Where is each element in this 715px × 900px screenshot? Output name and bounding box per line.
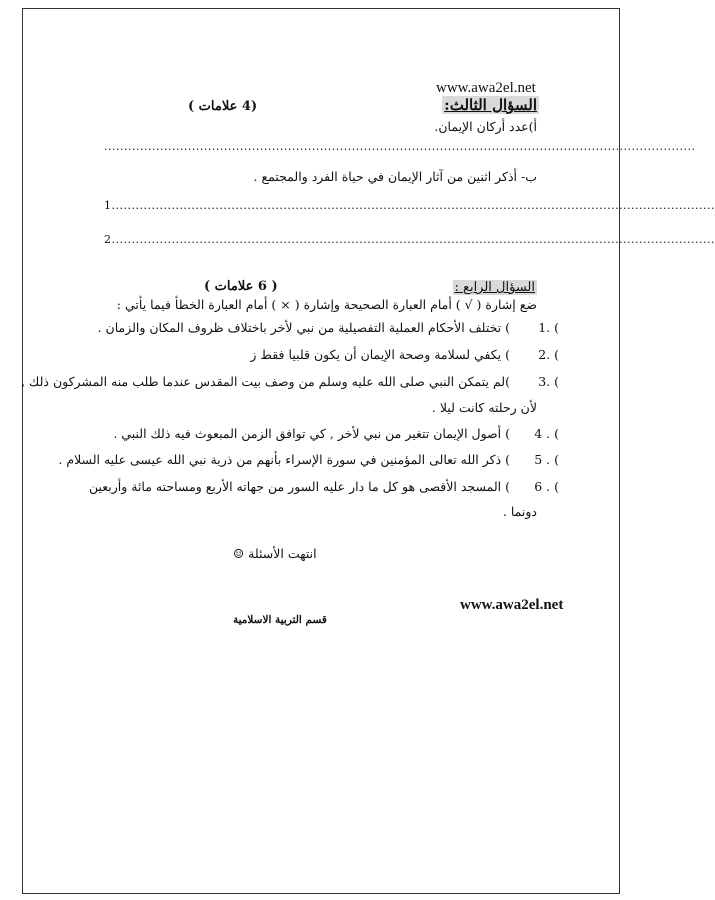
q4-marks: ( 6 علامات ) bbox=[204, 279, 278, 294]
q3-part-b: ب- أذكر اثنين من آثار الإيمان في حياة الفرد والمجتمع . bbox=[253, 169, 537, 184]
q4-item-6-text-continued: دونما . bbox=[502, 504, 537, 519]
q4-item-1-text: ) تختلف الأحكام العملية التفصيلية من نبي لأخر باختلاف ظروف المكان والزمان . bbox=[97, 320, 510, 335]
department-name: قسم التربية الاسلامية bbox=[233, 614, 327, 626]
q4-item-5-number: 5 . ( bbox=[534, 452, 559, 467]
q4-item-3-text-continued: لأن رحلته كانت ليلا . bbox=[431, 400, 537, 415]
q4-item-3-text: )لم يتمكن النبي صلى الله عليه وسلم من وصف بيت المقدس عندما طلب منه المشركون ذلك , bbox=[21, 374, 510, 389]
q4-item-4-number: 4 . ( bbox=[534, 426, 559, 441]
q4-item-2-text: ) يكفي لسلامة وصحة الإيمان أن يكون قلبيا فقط ز bbox=[250, 347, 510, 362]
q3-answer-2-line: 2....................................................................................................................................................... bbox=[104, 233, 715, 246]
q4-item-2-number: 2. ( bbox=[538, 347, 559, 362]
q3-answer-1-line: 1....................................................................................................................................................... bbox=[104, 199, 715, 212]
q3-marks: (4 علامات ) bbox=[188, 99, 258, 114]
site-url-top[interactable]: www.awa2el.net bbox=[436, 80, 536, 96]
q4-item-4-text: ) أصول الإيمان تتغير من نبي لأخر , كي توافق الزمن المبعوث فيه ذلك النبي . bbox=[113, 426, 510, 441]
q3-part-a: أ)عدد أركان الإيمان. bbox=[434, 119, 537, 134]
site-url-bottom[interactable]: www.awa2el.net bbox=[460, 597, 564, 613]
q4-item-1-number: 1. ( bbox=[538, 320, 559, 335]
end-of-questions: انتهت الأسئلة ☺ bbox=[233, 546, 317, 561]
q4-instruction: ضع إشارة ( √ ) أمام العبارة الصحيحة وإشارة ( × ) أمام العبارة الخطأ فيما يأتي : bbox=[116, 297, 537, 312]
q4-item-6-text: ) المسجد الأقصى هو كل ما دار عليه السور من جهاته الأربع ومساحته مائة وأربعين bbox=[88, 479, 510, 494]
q4-item-5-text: ) ذكر الله تعالى المؤمنين في سورة الإسراء بأنهم من ذرية نبي الله عيسى عليه السلام . bbox=[58, 452, 510, 467]
q4-item-3-number: 3. ( bbox=[538, 374, 559, 389]
q3-part-a-answer-line: .................................................................................................................................................... bbox=[104, 140, 696, 153]
q4-item-6-number: 6 . ( bbox=[534, 479, 559, 494]
q3-title: السؤال الثالث: bbox=[444, 96, 537, 114]
q4-title: السؤال الرابع : bbox=[454, 280, 535, 295]
